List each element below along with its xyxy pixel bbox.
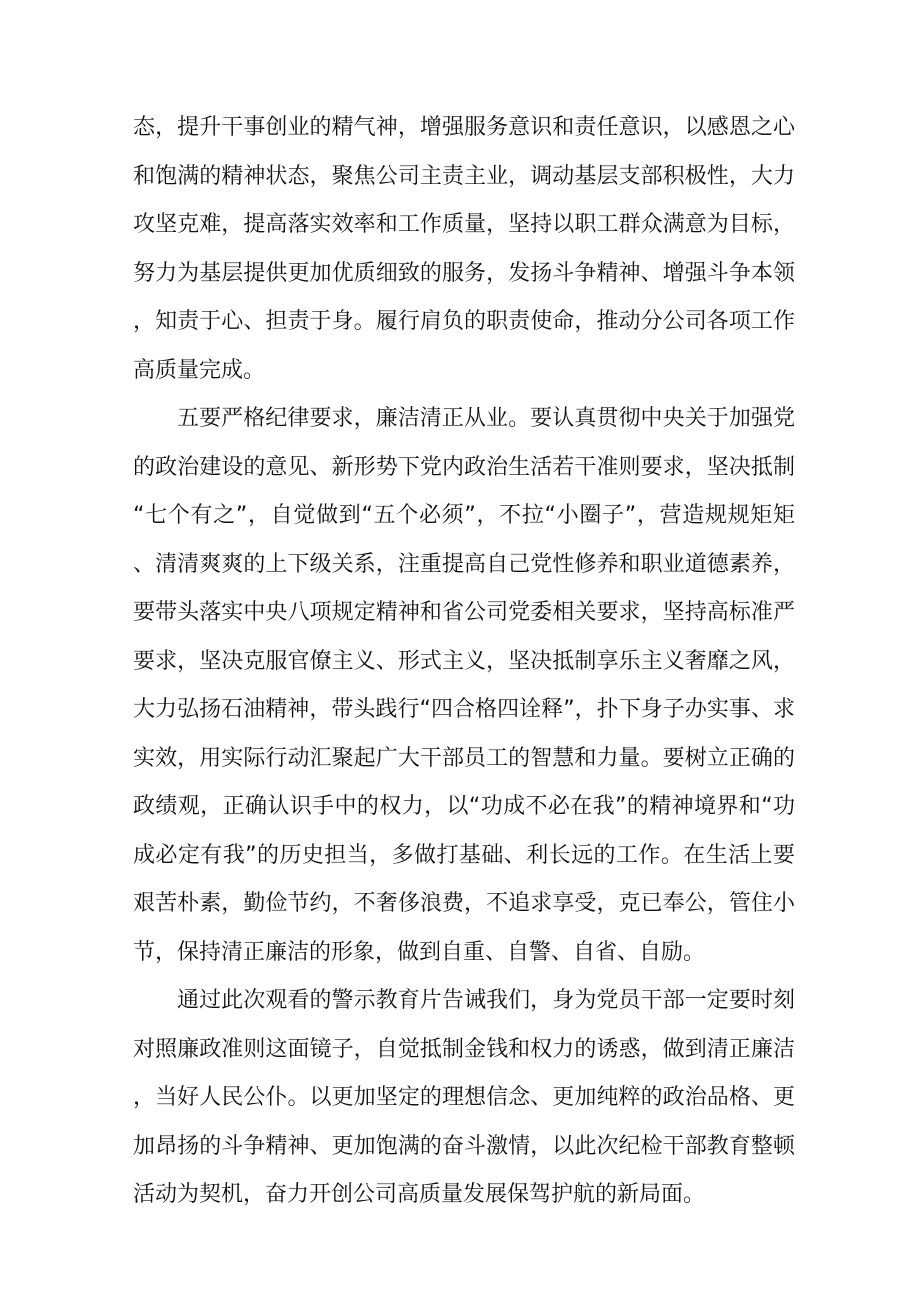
paragraph-discipline: 五要严格纪律要求，廉洁清正从业。要认真贯彻中央关于加强党的政治建设的意见、新形势下党内政治生活若干准则要求，坚决抵制“七个有之”，自觉做到“五个必须”，不拉“小圈子”，营造规规矩矩、清清爽爽的上下级关系，注重提高自己党性修养和职业道德素养，要带头落实中央八项规定精神和省公司党委相关要求，坚持高标准严要求，坚决克服官僚主义、形式主义，坚决抵制享乐主义奢靡之风，大力弘扬石油精神，带头践行“四合格四诠释”，扑下身子办实事、求实效，用实际行动汇聚起广大干部员工的智慧和力量。要树立正确的政绩观，正确认识手中的权力，以“功成不必在我”的精神境界和“功成必定有我”的历史担当，多做打基础、利长远的工作。在生活上要艰苦朴素，勤俭节约，不奢侈浪费，不追求享受，克已奉公，管住小节，保持清正廉洁的形象，做到自重、自警、自省、自励。 xyxy=(133,406,795,965)
paragraph-conclusion: 通过此次观看的警示教育片告诫我们，身为党员干部一定要时刻对照廉政准则这面镜子，自觉抵制金钱和权力的诱惑，做到清正廉洁，当好人民公仆。以更加坚定的理想信念、更加纯粹的政治品格、更加昂扬的斗争精神、更加饱满的奋斗激情，以此次纪检干部教育整顿活动为契机，奋力开创公司高质量发展保驾护航的新局面。 xyxy=(133,988,795,1207)
paragraph-continuation: 态，提升干事创业的精气神，增强服务意识和责任意识，以感恩之心和饱满的精神状态，聚焦公司主责主业，调动基层支部积极性，大力攻坚克难，提高落实效率和工作质量，坚持以职工群众满意为目标，努力为基层提供更加优质细致的服务，发扬斗争精神、增强斗争本领，知责于心、担责于身。履行肩负的职责使命，推动分公司各项工作高质量完成。 xyxy=(133,115,795,383)
document-body xyxy=(133,104,795,1220)
